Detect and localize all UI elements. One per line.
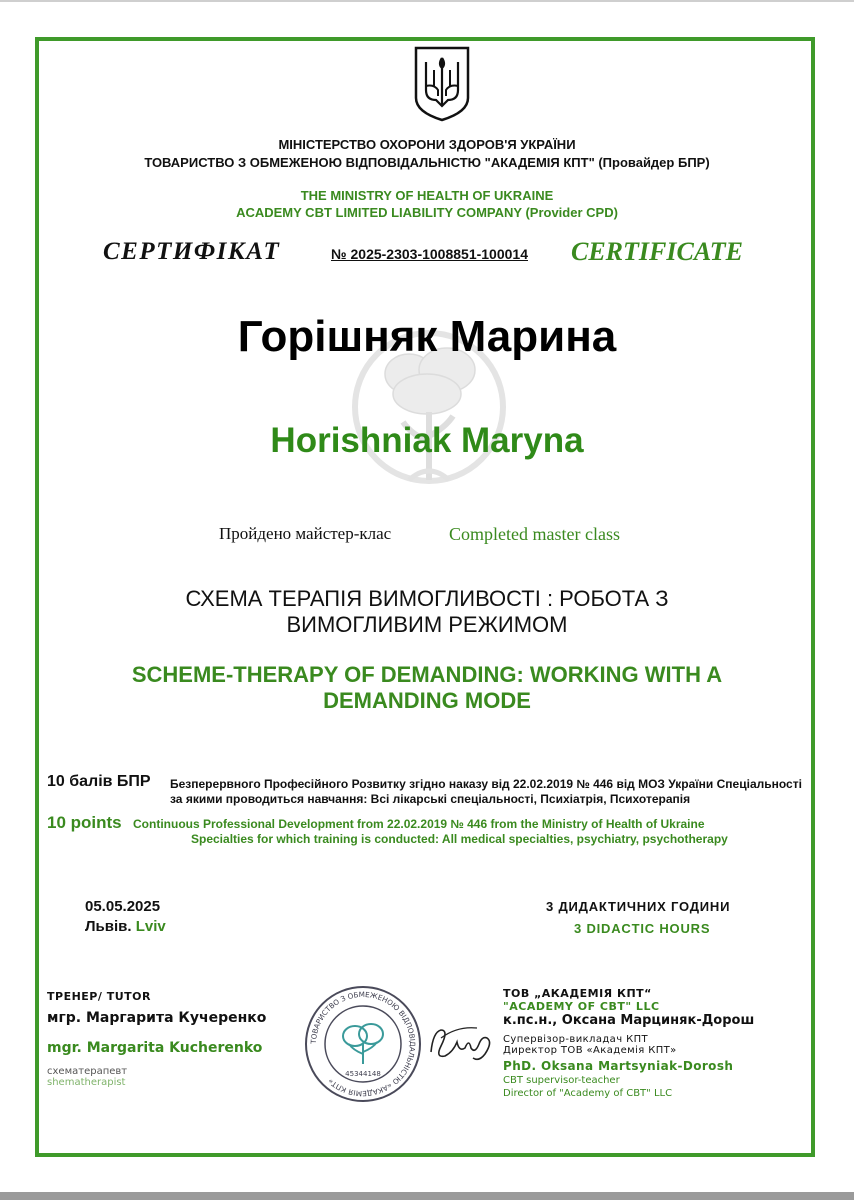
course-title-ua-line2: ВИМОГЛИВИМ РЕЖИМОМ: [286, 612, 568, 637]
issuer-header-en: [0, 187, 854, 221]
recipient-name-en: Horishniak Maryna: [270, 421, 584, 460]
certificate-number: № 2025-2303-1008851-100014: [331, 246, 528, 262]
issuer-header-ua: [0, 136, 854, 172]
completed-label-ua: Пройдено майстер-клас: [219, 524, 392, 543]
issue-city: [85, 917, 166, 937]
seal-code: 45344148: [345, 1070, 381, 1078]
bottom-border-line: [0, 1192, 854, 1200]
points-label-ua: 10 балів БПР: [47, 773, 151, 790]
tutor-name-ua: мгр. Маргарита Кучеренко: [47, 1010, 267, 1026]
city-en: Lviv: [135, 918, 166, 935]
issue-date-block: [85, 897, 166, 937]
director-role-ua-1: Супервізор-викладач КПТ: [503, 1034, 649, 1045]
tutor-role-ua: схематерапевт: [47, 1066, 128, 1077]
tutor-role-en: shematherapist: [47, 1077, 126, 1088]
tutor-label: ТРЕНЕР/ TUTOR: [47, 990, 151, 1003]
ukraine-trident-emblem-icon: [414, 46, 470, 122]
tutor-name-en: mgr. Margarita Kucherenko: [47, 1040, 263, 1056]
director-name-en: PhD. Oksana Martsyniak-Dorosh: [503, 1059, 734, 1073]
director-role-ua-2: Директор ТОВ «Академія КПТ»: [503, 1045, 677, 1056]
ministry-name-en: THE MINISTRY OF HEALTH OF UKRAINE: [300, 188, 554, 203]
top-border-line: [0, 0, 854, 2]
completed-label-en: Completed master class: [449, 524, 620, 544]
director-role-en-1: CBT supervisor-teacher: [503, 1075, 620, 1086]
ministry-name-ua: МІНІСТЕРСТВО ОХОРОНИ ЗДОРОВ'Я УКРАЇНИ: [278, 137, 576, 152]
points-label-en: 10 points: [47, 813, 122, 832]
director-name-ua: к.пс.н., Оксана Марциняк-Дорош: [503, 1013, 755, 1028]
company-seal-icon: [303, 984, 423, 1104]
points-description-en-line2: Specialties for which training is conducted: All medical specialties, psychiatry, psychotherapy: [191, 832, 728, 846]
director-block: [503, 987, 754, 1099]
company-name-ua: ТОВАРИСТВО З ОБМЕЖЕНОЮ ВІДПОВІДАЛЬНІСТЮ "АКАДЕМІЯ КПТ" (Провайдер БПР): [144, 155, 710, 170]
certificate-title-en: CERTIFICATE: [571, 237, 743, 266]
director-org-en: "ACADEMY OF CBT" LLC: [503, 1000, 660, 1013]
points-description-en: [133, 817, 813, 847]
director-org-ua: ТОВ „АКАДЕМІЯ КПТ“: [503, 987, 652, 1000]
points-description-ua: Безперервного Професійного Розвитку згідно наказу від 22.02.2019 № 446 від МОЗ України Спеціальності за якими проводиться навчання: Всі лікарські спеціальності, Психіатрія, Психотерапія: [170, 777, 802, 806]
course-title-ua: [0, 586, 854, 638]
course-title-en-line1: SCHEME-THERAPY OF DEMANDING: WORKING WITH A: [131, 662, 723, 687]
issue-date: 05.05.2025: [85, 898, 161, 915]
company-name-en: ACADEMY CBT LIMITED LIABILITY COMPANY (Provider CPD): [236, 205, 618, 220]
recipient-name-ua: Горішняк Марина: [237, 312, 617, 361]
didactic-hours-ua: 3 ДИДАКТИЧНИХ ГОДИНИ: [546, 899, 731, 914]
course-title-en: [0, 662, 854, 714]
course-title-en-line2: DEMANDING MODE: [323, 688, 531, 713]
seal-ring-text: ТОВАРИСТВО З ОБМЕЖЕНОЮ ВІДПОВІДАЛЬНІСТЮ «АКАДЕМІЯ КПТ»: [308, 989, 418, 1099]
city-ua: Львів.: [85, 918, 132, 935]
handwritten-signature-icon: [427, 1018, 497, 1066]
didactic-hours-en: 3 DIDACTIC HOURS: [574, 921, 711, 936]
points-description-en-line1: Continuous Professional Development from 22.02.2019 № 446 from the Ministry of Health of Ukraine: [133, 817, 705, 831]
course-title-ua-line1: СХЕМА ТЕРАПІЯ ВИМОГЛИВОСТІ : РОБОТА З: [185, 586, 669, 611]
tutor-block: [47, 990, 266, 1088]
director-role-en-2: Director of "Academy of CBT" LLC: [503, 1088, 673, 1099]
certificate-title-ua: СЕРТИФІКАТ: [103, 238, 281, 265]
